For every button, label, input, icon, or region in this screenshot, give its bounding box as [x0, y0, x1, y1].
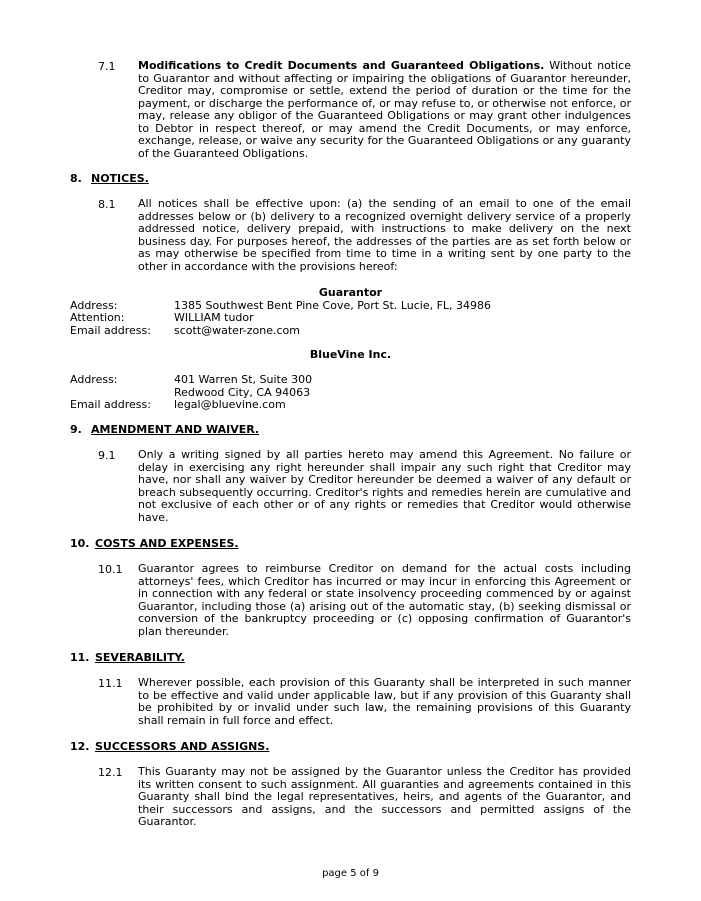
bluevine-address-line2: Redwood City, CA 94063 — [174, 386, 311, 399]
section-10-1-text: Guarantor agrees to reimburse Creditor on demand for the actual costs including attorneys' fees, which Creditor has incurred or may incur in enforcing this Agreement or in connection with any federal or state insolvency proceeding commenced by or against Guarantor, including those (a) arising out of the automatic stay, (b) seeking dismissal or conversion of the bankruptcy proceeding or (c) opposing confirmation of Guarantor's plan thereunder. — [138, 562, 631, 638]
bluevine-heading: BlueVine Inc. — [309, 348, 392, 361]
section-10-number: 10. — [70, 537, 90, 550]
guarantor-address-label: Address: — [70, 299, 118, 312]
section-11-number: 11. — [70, 651, 90, 664]
section-7-1-paragraph — [138, 60, 631, 160]
bluevine-address-line1: 401 Warren St, Suite 300 — [174, 373, 313, 386]
guarantor-attention: WILLIAM tudor — [174, 311, 254, 324]
section-12-number: 12. — [70, 740, 90, 753]
section-9-1-number: 9.1 — [98, 449, 116, 462]
section-12-1-number: 12.1 — [98, 766, 123, 779]
section-11-title: SEVERABILITY. — [95, 651, 185, 664]
section-11-1-text: Wherever possible, each provision of this Guaranty shall be interpreted in such manner to be effective and valid under applicable law, but if any provision of this Guaranty shall be prohibited by or invalid under such law, the remaining provisions of this Guaranty shall remain in full force and effect. — [138, 676, 631, 727]
section-9-number: 9. — [70, 423, 82, 436]
section-12-1-text: This Guaranty may not be assigned by the Guarantor unless the Creditor has provided its written consent to such assignment. All guaranties and agreements contained in this Guaranty shall bind the legal representatives, heirs, and agents of the Guarantor, and their successors and assigns, and the successors and permitted assigns of the Guarantor. — [138, 765, 631, 828]
section-7-1-text: Without notice to Guarantor and without affecting or impairing the obligations of Guarantor hereunder, Creditor may, compromise or settle, extend the period of duration or the time for the payment, or discharge the performance of, or may refuse to, or otherwise not enforce, or may, release any obligor of the Guaranteed Obligations or may grant other indulgences to Debtor in respect thereof, or may amend the Credit Documents, or may enforce, exchange, release, or waive any security for the Guaranteed Obligations or any guaranty of the Guaranteed Obligations. — [138, 59, 631, 160]
section-8-1-number: 8.1 — [98, 198, 116, 211]
bluevine-email-label: Email address: — [70, 398, 151, 411]
bluevine-address-label: Address: — [70, 373, 118, 386]
section-8-number: 8. — [70, 172, 82, 185]
section-7-1-lead: Modifications to Credit Documents and Guaranteed Obligations. — [138, 59, 545, 72]
page-number: page 5 of 9 — [322, 868, 379, 879]
section-8-title: NOTICES. — [91, 172, 149, 185]
bluevine-email: legal@bluevine.com — [174, 398, 286, 411]
guarantor-attention-label: Attention: — [70, 311, 125, 324]
guarantor-email-label: Email address: — [70, 324, 151, 337]
section-8-1-text: All notices shall be effective upon: (a) the sending of an email to one of the email addresses below or (b) delivery to a recognized overnight delivery service of a properly addressed notice, delivery prepaid, with instructions to make delivery on the next business day. For purposes hereof, the addresses of the parties are as set forth below or as may otherwise be specified from time to time in a writing sent by one party to the other in accordance with the provisions hereof: — [138, 197, 631, 273]
guarantor-email: scott@water-zone.com — [174, 324, 300, 337]
guarantor-address: 1385 Southwest Bent Pine Cove, Port St. Lucie, FL, 34986 — [174, 299, 492, 312]
section-9-title: AMENDMENT AND WAIVER. — [91, 423, 260, 436]
section-10-title: COSTS AND EXPENSES. — [95, 537, 239, 550]
section-10-1-number: 10.1 — [98, 563, 123, 576]
guarantor-heading: Guarantor — [318, 286, 383, 299]
section-7-1-number: 7.1 — [98, 60, 116, 73]
section-11-1-number: 11.1 — [98, 677, 123, 690]
section-9-1-text: Only a writing signed by all parties hereto may amend this Agreement. No failure or delay in exercising any right hereunder shall impair any such right that Creditor may have, nor shall any waiver by Creditor hereunder be deemed a waiver of any default or breach subsequently occurring. Creditor's rights and remedies herein are cumulative and not exclusive of each other or of any rights or remedies that Creditor would otherwise have. — [138, 448, 631, 524]
section-12-title: SUCCESSORS AND ASSIGNS. — [95, 740, 270, 753]
